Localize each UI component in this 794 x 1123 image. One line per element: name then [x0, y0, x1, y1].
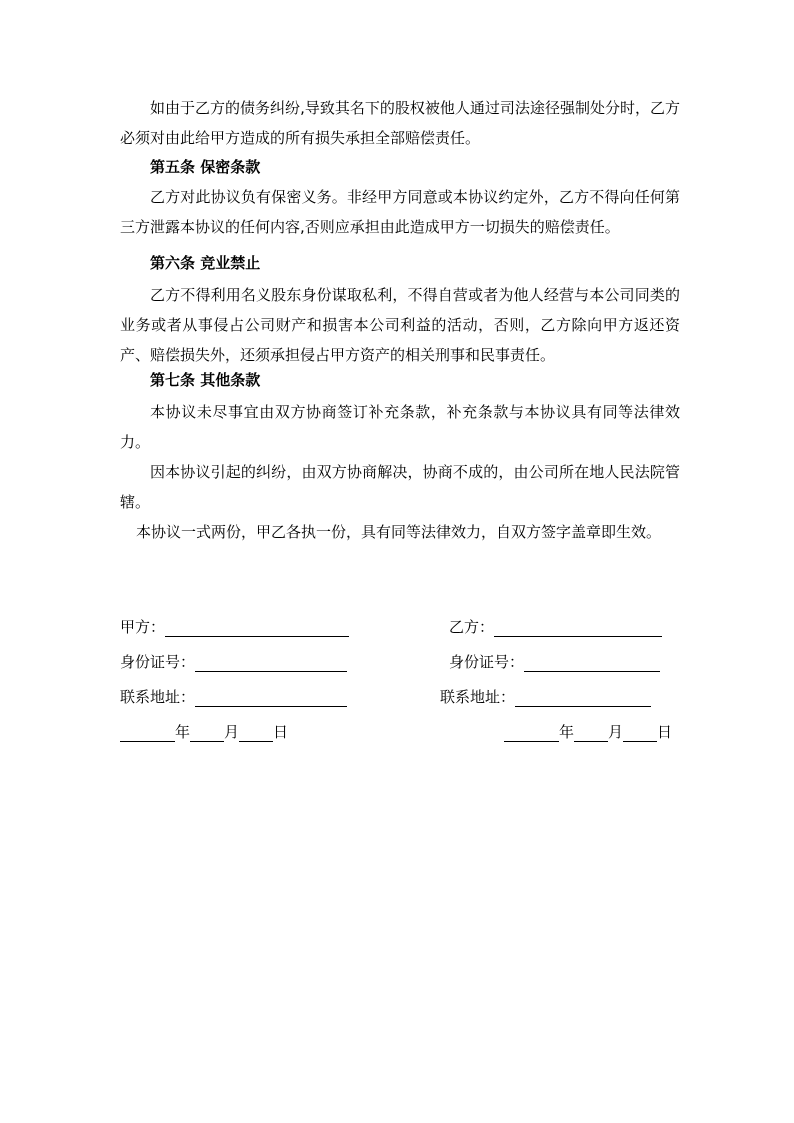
heading-article-7: 第七条 其他条款: [150, 371, 261, 389]
party-a-day-line[interactable]: [239, 725, 273, 742]
party-a-id-line[interactable]: [195, 655, 347, 672]
party-b-signature-line[interactable]: [494, 620, 662, 637]
party-b-day-line[interactable]: [623, 725, 657, 742]
clause-paragraph-debt: 如由于乙方的债务纠纷,导致其名下的股权被他人通过司法途径强制处分时，乙方必须对由此给甲方造成的所有损失承担全部赔偿责任。: [120, 99, 680, 147]
day-label: 日: [657, 723, 673, 741]
clause-paragraph-dispute: 因本协议引起的纠纷，由双方协商解决，协商不成的，由公司所在地人民法院管辖。: [120, 463, 680, 511]
party-a-id-row: [120, 652, 347, 672]
party-b-id-line[interactable]: [524, 655, 660, 672]
party-b-id-row: [449, 652, 660, 672]
party-b-signature-row: [449, 617, 662, 637]
party-a-signature-row: [120, 617, 349, 637]
year-label: 年: [175, 723, 191, 741]
clause-paragraph-non-compete: 乙方不得利用名义股东身份谋取私利，不得自营或者为他人经营与本公司同类的业务或者从事侵占公司财产和损害本公司利益的活动，否则，乙方除向甲方返还资产、赔偿损失外，还须承担侵占甲方资产的相关刑事和民事责任。: [120, 286, 680, 364]
party-b-date-row: [504, 722, 672, 742]
month-label: 月: [224, 723, 240, 741]
month-label: 月: [608, 723, 624, 741]
clause-paragraph-supplement: 本协议未尽事宜由双方协商签订补充条款，补充条款与本协议具有同等法律效力。: [120, 403, 680, 451]
party-a-date-row: [120, 722, 288, 742]
party-b-id-label: 身份证号：: [449, 653, 525, 671]
party-b-address-line[interactable]: [515, 690, 651, 707]
party-b-year-line[interactable]: [504, 725, 559, 742]
heading-article-5: 第五条 保密条款: [150, 158, 261, 176]
party-a-signature-line[interactable]: [165, 620, 349, 637]
clause-paragraph-copies: 本协议一式两份，甲乙各执一份，具有同等法律效力，自双方签字盖章即生效。: [136, 523, 662, 541]
party-b-label: 乙方：: [449, 618, 495, 636]
heading-article-6: 第六条 竞业禁止: [150, 254, 261, 272]
party-a-year-line[interactable]: [120, 725, 175, 742]
year-label: 年: [559, 723, 575, 741]
party-a-label: 甲方：: [120, 618, 166, 636]
party-b-month-line[interactable]: [574, 725, 608, 742]
party-a-address-line[interactable]: [195, 690, 347, 707]
day-label: 日: [273, 723, 289, 741]
party-b-address-label: 联系地址：: [440, 688, 516, 706]
clause-paragraph-confidentiality: 乙方对此协议负有保密义务。非经甲方同意或本协议约定外，乙方不得向任何第三方泄露本协议的任何内容,否则应承担由此造成甲方一切损失的赔偿责任。: [120, 188, 680, 236]
party-a-month-line[interactable]: [190, 725, 224, 742]
party-a-address-row: [120, 687, 347, 707]
party-b-address-row: [440, 687, 651, 707]
party-a-address-label: 联系地址：: [120, 688, 196, 706]
party-a-id-label: 身份证号：: [120, 653, 196, 671]
